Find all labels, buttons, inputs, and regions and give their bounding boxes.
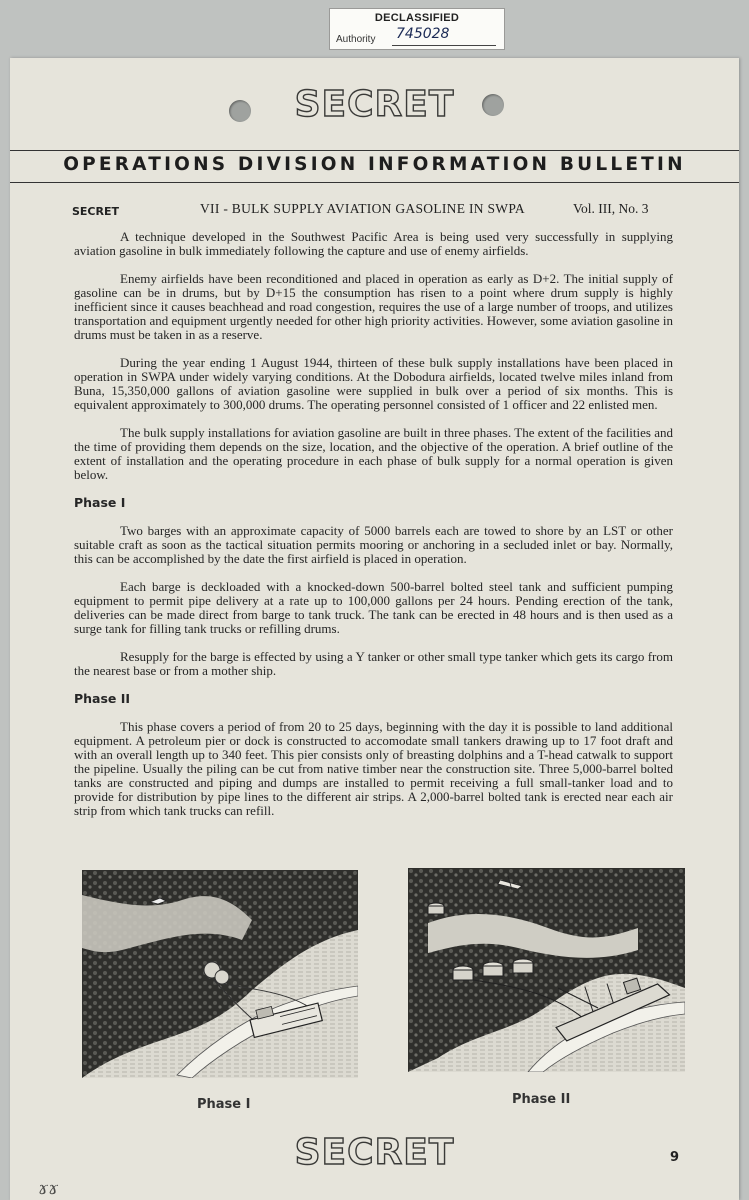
document-page: [10, 58, 739, 1200]
paragraph-intro: A technique developed in the Southwest Pacific Area is being used very successfully in supplying aviation gasoline in bulk immediately following the capture and use of enemy airfields.: [74, 229, 673, 258]
phase-1-illustration: [82, 870, 358, 1078]
bulletin-title: OPERATIONS DIVISION INFORMATION BULLETIN: [63, 154, 686, 175]
stamp-title: DECLASSIFIED: [374, 12, 460, 24]
phase-2-illustration: [408, 868, 685, 1072]
title-rule-top: [10, 150, 739, 151]
classification-label: SECRET: [72, 205, 119, 218]
classification-banner-bottom: SECRET: [294, 1132, 455, 1173]
phase-1-caption: Phase I: [197, 1097, 251, 1112]
paragraph-airfields: Enemy airfields have been reconditioned and placed in operation as early as D+2. The initial supply of gasoline can be in drums, but by D+15 the consumption has risen to a point where drum supply is highly inefficient since it causes beachhead and road congestion, requires the use of a large number of troops, and utilizes transportation and equipment urgently needed for other high priority activities. However, some aviation gasoline in drums must be taken in as a reserve.: [74, 271, 673, 342]
declassified-stamp: [329, 8, 505, 50]
paragraph-deckload: Each barge is deckloaded with a knocked-down 500-barrel bolted steel tank and sufficient pumping equipment to permit pipe delivery at a rate up to 100,000 gallons per 24 hours. Pending erection of the tank, deliveries can be made direct from barge to tank truck. The tank can be erected in 48 hours and is then used as a surge tank for filling tank trucks or refilling drums.: [74, 579, 673, 636]
paragraph-installations: During the year ending 1 August 1944, thirteen of these bulk supply installations have been placed in operation in SWPA under widely varying conditions. At the Dobodura airfields, located twelve miles inland from Buna, 15,350,000 gallons of aviation gasoline were supplied in bulk over a period of six months. This is equivalent approximately to 300,000 drums. The operating personnel consisted of 1 officer and 22 enlisted men.: [74, 355, 673, 412]
paragraph-phase2: This phase covers a period of from 20 to 25 days, beginning with the day it is possible to land additional equipment. A petroleum pier or dock is constructed to accomodate small tankers drawing up to 17 foot draft and with an overall length up to 340 feet. This pier consists only of breasting dolphins and a T-head catwalk to support the pipeline. Usually the piling can be cut from native timber near the construction site. Three 5,000-barrel bolted tanks are constructed and piping and dumps are installed to permit receiving a full small-tanker load and to provide for distribution by pipe lines to the different air strips. A 2,000-barrel bolted tank is erected near each air strip from which tank trucks can refill.: [74, 719, 673, 818]
paragraph-barges: Two barges with an approximate capacity of 5000 barrels each are towed to shore by an LST or other suitable craft as soon as the tactical situation permits mooring or anchoring in a secluded inlet or bay. Normally, this can be accomplished by the date the first airfield is placed in operation.: [74, 523, 673, 566]
bulletin-body: [74, 230, 673, 832]
stamp-authority-value: 745028: [396, 26, 450, 42]
page-number: 9: [670, 1150, 680, 1165]
section-title: VII - BULK SUPPLY AVIATION GASOLINE IN SWPA: [200, 201, 525, 216]
stamp-signature-line: [392, 45, 496, 46]
volume-number: Vol. III, No. 3: [573, 201, 649, 216]
handwritten-mark: ɤɤ: [38, 1178, 59, 1199]
title-rule-bottom: [10, 182, 739, 183]
stamp-authority-label: Authority: [336, 34, 376, 45]
phase-2-heading: Phase II: [74, 691, 131, 706]
classification-banner-top: SECRET: [294, 84, 455, 125]
phase-2-caption: Phase II: [512, 1092, 571, 1107]
paragraph-phases: The bulk supply installations for aviation gasoline are built in three phases. The extent of the facilities and the time of providing them depends on the size, location, and the objective of the operation. A brief outline of the extent of installation and the operating procedure in each phase of bulk supply for a normal operation is given below.: [74, 425, 673, 482]
phase-1-heading: Phase I: [74, 495, 126, 510]
paragraph-resupply: Resupply for the barge is effected by using a Y tanker or other small type tanker which gets its cargo from the nearest base or from a mother ship.: [74, 649, 673, 678]
